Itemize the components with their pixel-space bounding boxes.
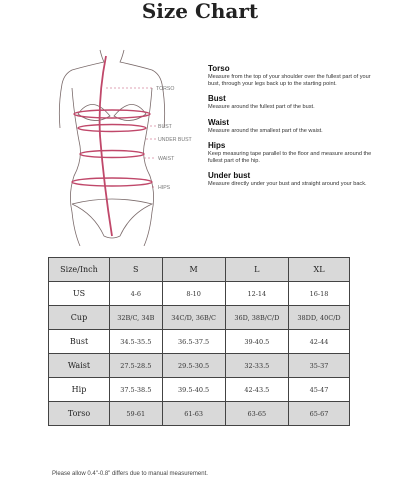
figure-label-bust: BUST: [158, 124, 172, 130]
table-cell: 29.5-30.5: [162, 354, 225, 378]
table-cell: 39-40.5: [225, 330, 288, 354]
definition-desc: Keep measuring tape parallel to the floor and measure around the fullest part of the hip.: [208, 150, 372, 165]
definition-term: Hips: [208, 140, 226, 150]
hips-tape-line: [72, 178, 152, 186]
under-bust-tape-line: [78, 125, 146, 132]
torso-tape-line: [100, 56, 112, 236]
table-cell: 35-37: [289, 354, 350, 378]
table-row-label: Bust: [49, 330, 110, 354]
figure-label-hips: HIPS: [158, 185, 171, 191]
page-title: Size Chart: [141, 0, 259, 23]
table-cell: 42-43.5: [225, 378, 288, 402]
measurement-definitions: [208, 64, 376, 194]
table-row-us: [49, 282, 350, 306]
definition-desc: Measure from the top of your shoulder over the fullest part of your bust, through your legs back up to the starting point.: [208, 74, 371, 88]
table-cell: 36.5-37.5: [162, 330, 225, 354]
table-cell: 59-61: [110, 402, 163, 426]
definition-bust: [208, 94, 376, 111]
definition-term: Under bust: [208, 171, 251, 181]
table-cell: 61-63: [162, 402, 225, 426]
table-cell: 34.5-35.5: [110, 330, 163, 354]
table-row-label: Torso: [49, 402, 110, 426]
table-cell: 45-47: [289, 378, 350, 402]
table-cell: 27.5-28.5: [110, 354, 163, 378]
definition-term: Torso: [208, 64, 230, 73]
table-cell: 42-44: [289, 330, 350, 354]
table-cell: 36D, 38B/C/D: [225, 306, 288, 330]
definition-torso: [208, 64, 376, 88]
table-cell: 16-18: [289, 282, 350, 306]
table-row-label: Hip: [49, 378, 110, 402]
definition-desc: Measure around the smallest part of the waist.: [208, 127, 323, 134]
definition-term: Bust: [208, 94, 226, 104]
definition-waist: [208, 118, 376, 135]
figure-label-torso: TORSO: [156, 86, 175, 92]
table-cell: 4-6: [110, 282, 163, 306]
table-cell: 38DD, 40C/D: [289, 306, 350, 330]
table-cell: 37.5-38.5: [110, 378, 163, 402]
size-table: [48, 257, 350, 426]
waist-tape-line: [80, 151, 144, 158]
table-cell: 39.5-40.5: [162, 378, 225, 402]
table-cell: 65-67: [289, 402, 350, 426]
table-row-bust: [49, 330, 350, 354]
definition-desc: Measure directly under your bust and straight around your back.: [208, 181, 367, 188]
definition-term: Waist: [208, 117, 230, 127]
table-row-label: Cup: [49, 306, 110, 330]
table-cell: 32-33.5: [225, 354, 288, 378]
table-header-cell: XL: [289, 258, 350, 282]
definition-under-bust: [208, 171, 376, 188]
table-header-cell: Size/Inch: [49, 258, 110, 282]
table-cell: 12-14: [225, 282, 288, 306]
table-header-cell: M: [162, 258, 225, 282]
measurement-note: Please allow 0.4"-0.8" differs due to manual measurement.: [52, 471, 208, 477]
table-row-label: US: [49, 282, 110, 306]
table-cell: 8-10: [162, 282, 225, 306]
body-measurement-figure: [42, 36, 192, 246]
table-cell: 32B/C, 34B: [110, 306, 163, 330]
bust-tape-line: [74, 110, 150, 118]
table-cell: 63-65: [225, 402, 288, 426]
table-row-label: Waist: [49, 354, 110, 378]
table-row-hip: [49, 378, 350, 402]
table-cell: 34C/D, 36B/C: [162, 306, 225, 330]
figure-label-under-bust: UNDER BUST: [158, 137, 192, 143]
table-header-row: [49, 258, 350, 282]
definition-desc: Measure around the fullest part of the bust.: [208, 104, 315, 111]
figure-label-waist: WAIST: [158, 156, 175, 162]
definition-hips: [208, 141, 376, 165]
table-row-torso: [49, 402, 350, 426]
table-header-cell: L: [225, 258, 288, 282]
table-header-cell: S: [110, 258, 163, 282]
table-row-waist: [49, 354, 350, 378]
table-row-cup: [49, 306, 350, 330]
